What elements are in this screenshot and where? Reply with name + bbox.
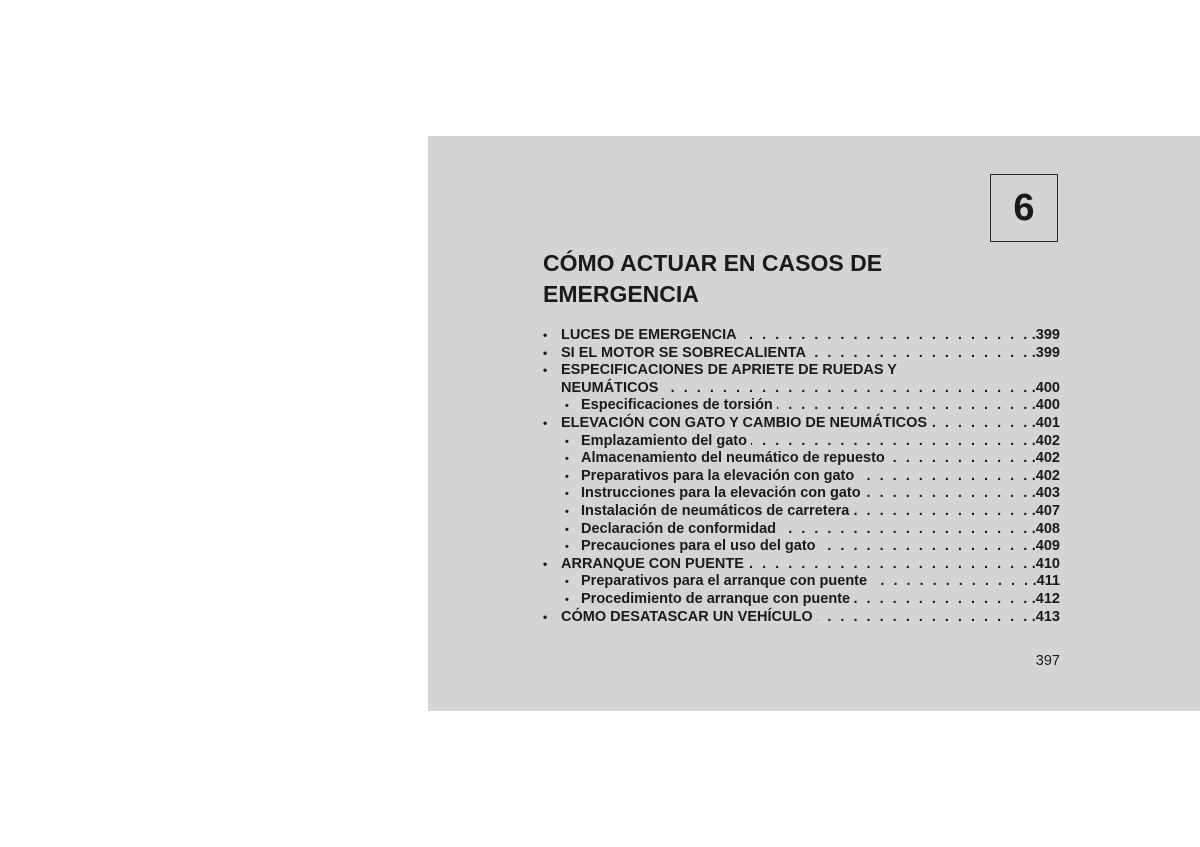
toc-entry-page: .413: [1031, 608, 1060, 625]
toc-entry-page: .399: [1031, 344, 1060, 361]
toc-subentry[interactable]: [543, 591, 1060, 609]
toc-entry-page: .402: [1031, 432, 1060, 449]
toc-entry-label: ELEVACIÓN CON GATO Y CAMBIO DE NEUMÁTICOS: [561, 414, 928, 431]
toc-entry-label: Preparativos para el arranque con puente: [581, 573, 868, 590]
toc-entry[interactable]: [543, 327, 1060, 345]
toc-subentry[interactable]: [543, 450, 1060, 468]
toc-subentry[interactable]: [543, 503, 1060, 521]
toc-entry-label: SI EL MOTOR SE SOBRECALIENTA: [561, 344, 806, 361]
toc-subentry[interactable]: [543, 485, 1060, 503]
bullet-icon: •: [543, 609, 548, 624]
toc-subentry[interactable]: [543, 521, 1060, 539]
bullet-icon: •: [565, 435, 569, 448]
toc-entry-continuation[interactable]: [543, 380, 1060, 398]
bullet-icon: •: [565, 576, 569, 589]
toc-entry-page: .402: [1031, 467, 1060, 484]
dot-leader: [871, 573, 1031, 591]
manual-page: [428, 136, 1200, 711]
toc-entry-label: Especificaciones de torsión: [581, 397, 773, 414]
toc-entry-page: .409: [1031, 538, 1060, 555]
toc-entry[interactable]: [543, 556, 1060, 574]
toc-entry-label: ARRANQUE CON PUENTE: [561, 555, 744, 572]
dot-leader: [780, 521, 1030, 539]
toc-subentry[interactable]: [543, 468, 1060, 486]
bullet-icon: •: [543, 345, 548, 360]
dot-leader: [662, 380, 1029, 398]
toc-entry[interactable]: [543, 362, 1060, 380]
toc-entry-page: .408: [1031, 520, 1060, 537]
bullet-icon: •: [565, 505, 569, 518]
bullet-icon: •: [565, 453, 569, 466]
dot-leader: [853, 503, 1029, 521]
toc-entry-label: Precauciones para el uso del gato: [581, 538, 816, 555]
table-of-contents: [543, 327, 1060, 626]
toc-entry-label: CÓMO DESATASCAR UN VEHÍCULO: [561, 608, 813, 625]
toc-subentry[interactable]: [543, 573, 1060, 591]
bullet-icon: •: [565, 541, 569, 554]
toc-entry-label: NEUMÁTICOS: [561, 379, 659, 396]
dot-leader: [889, 450, 1030, 468]
dot-leader: [817, 609, 1030, 627]
toc-subentry[interactable]: [543, 538, 1060, 556]
toc-entry-label: Almacenamiento del neumático de repuesto: [581, 450, 885, 467]
toc-entry-page: .403: [1031, 485, 1060, 502]
toc-entry-page: .411: [1032, 573, 1060, 590]
bullet-icon: •: [565, 400, 569, 413]
bullet-icon: •: [543, 328, 548, 342]
dot-leader: [854, 591, 1030, 609]
chapter-number-box: [990, 174, 1058, 242]
toc-entry-label: Preparativos para la elevación con gato: [581, 467, 855, 484]
bullet-icon: •: [543, 556, 548, 571]
dot-leader: [741, 327, 1030, 345]
dot-leader: [931, 415, 1030, 433]
toc-entry-page: .400: [1031, 379, 1060, 396]
toc-entry-page: .400: [1031, 397, 1060, 414]
dot-leader: [751, 433, 1030, 451]
toc-entry-label: Instrucciones para la elevación con gato: [581, 485, 861, 502]
dot-leader: [858, 468, 1030, 486]
dot-leader: [820, 538, 1030, 556]
dot-leader: [810, 345, 1030, 363]
toc-subentry[interactable]: [543, 397, 1060, 415]
dot-leader: [865, 485, 1030, 503]
dot-leader: [748, 556, 1030, 574]
bullet-icon: •: [565, 470, 569, 483]
toc-entry-label: Declaración de conformidad: [581, 520, 776, 537]
toc-entry-page: .412: [1031, 590, 1060, 607]
toc-entry[interactable]: [543, 345, 1060, 363]
toc-entry-label: Emplazamiento del gato: [581, 432, 747, 449]
bullet-icon: •: [543, 415, 548, 430]
bullet-icon: •: [565, 593, 569, 606]
bullet-icon: •: [565, 523, 569, 536]
toc-entry-page: .401: [1031, 414, 1060, 431]
toc-entry[interactable]: [543, 415, 1060, 433]
toc-entry-page: .410: [1031, 555, 1060, 572]
toc-entry[interactable]: [543, 609, 1060, 627]
dot-leader: [777, 397, 1030, 415]
bullet-icon: •: [565, 488, 569, 501]
toc-entry-page: .407: [1031, 502, 1060, 519]
page-number: 397: [1035, 653, 1060, 669]
bullet-icon: •: [543, 363, 548, 378]
toc-entry-label: Procedimiento de arranque con puente: [581, 590, 851, 607]
chapter-title: CÓMO ACTUAR EN CASOS DE EMERGENCIA: [543, 250, 883, 307]
toc-entry-label: LUCES DE EMERGENCIA: [561, 327, 737, 343]
toc-entry-label: ESPECIFICACIONES DE APRIETE DE RUEDAS Y: [561, 362, 897, 379]
toc-entry-label: Instalación de neumáticos de carretera: [581, 502, 850, 519]
toc-subentry[interactable]: [543, 433, 1060, 451]
toc-entry-page: .402: [1031, 450, 1060, 467]
chapter-number: 6: [1013, 186, 1035, 229]
toc-entry-page: .399: [1031, 327, 1060, 343]
